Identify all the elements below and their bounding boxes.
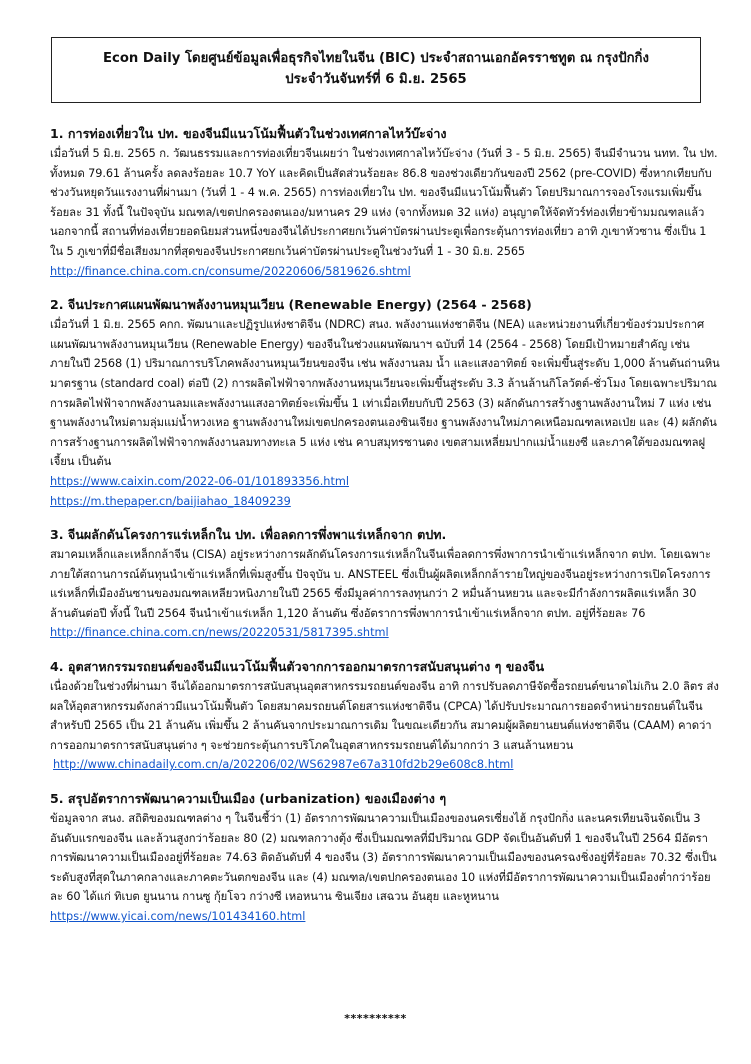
source-link[interactable]: https://www.yicai.com/news/101434160.html <box>50 910 306 923</box>
news-title: 1. การท่องเที่ยวใน ปท. ของจีนมีแนวโน้มฟื้นตัวในช่วงเทศกาลไหว้บ๊ะจ่าง <box>50 126 447 141</box>
news-item-automotive <box>50 657 720 775</box>
news-title: 2. จีนประกาศแผนพัฒนาพลังงานหมุนเวียน (Renewable Energy) (2564 - 2568) <box>50 297 532 313</box>
source-link[interactable]: http://finance.china.com.cn/consume/20220606/5819626.shtml <box>50 264 411 278</box>
news-body: เนื่องด้วยในช่วงที่ผ่านมา จีนได้ออกมาตรการสนับสนุนอุตสาหกรรมรถยนต์ของจีน อาทิ การปรับลดภาษีจัดซื้อรถยนต์ขนาดไม่เกิน 2.0 ลิตร ส่งผลให้อุตสาหกรรมดังกล่าวมีแนวโน้มฟื้นตัว โดยสมาคมรถยนต์โดยสารแห่งชาติจีน (CPCA) ได้ปรับประมาณการยอดจำหน่ายรถยนต์ในจีนสำหรับปี 2565 เป็น 21 ล้านคัน เพิ่มขึ้น 2 ล้านคันจากประมาณการเดิม ในขณะเดียวกัน สมาคมผู้ผลิตยานยนต์แห่งชาติจีน (CAAM) คาดว่า การออกมาตรการสนับสนุนต่าง ๆ จะช่วยกระตุ้นการบริโภคในอุตสาหกรรมรถยนต์ได้มากกว่า 3 แสนล้านหยวน <box>50 680 719 752</box>
news-list <box>50 124 720 941</box>
news-item-tourism <box>50 124 720 281</box>
news-item-urbanization <box>50 789 720 927</box>
news-title: 3. จีนผลักดันโครงการแร่เหล็กใน ปท. เพื่อลดการพึ่งพาแร่เหล็กจาก ตปท. <box>50 527 447 543</box>
source-link[interactable]: https://m.thepaper.cn/baijiahao_18409239 <box>50 494 291 508</box>
news-item-renewable-energy <box>50 295 720 511</box>
source-link[interactable]: https://www.caixin.com/2022-06-01/101893356.html <box>50 474 350 488</box>
end-marker: ********** <box>344 1012 407 1025</box>
header-date: ประจำวันจันทร์ที่ 6 มิ.ย. 2565 <box>285 72 467 87</box>
news-item-iron-ore <box>50 525 720 643</box>
news-body: ข้อมูลจาก สนง. สถิติของมณฑลต่าง ๆ ในจีนชี้ว่า (1) อัตราการพัฒนาความเป็นเมืองของนครเซี่ยงไฮ้ กรุงปักกิ่ง และนครเทียนจินจัดเป็น 3 อันดับแรกของจีน และล้วนสูงกว่าร้อยละ 80 (2) มณฑลกวางตุ้ง ซึ่งเป็นมณฑลที่มีปริมาณ GDP จัดเป็นอันดับที่ 1 ของจีนในปี 2564 มีอัตราการพัฒนาความเป็นเมืองอยู่ที่ร้อยละ 74.63 ติดอันดับที่ 4 ของจีน (3) อัตราการพัฒนาความเป็นเมืองของนครฉงชิ่งอยู่ที่ร้อยละ 70.32 ซึ่งเป็นระดับสูงที่สุดในภาคกลางและภาคตะวันตกของจีน และ (4) มณฑล/เขตปกครองตนเอง 10 แห่งที่มีอัตราการพัฒนาความเป็นเมืองต่ำกว่าร้อยละ 60 ได้แก่ ทิเบต ยูนนาน กานซู กุ้ยโจว กว่างซี เหอหนาน ซินเจียง เสฉวน อันฮุย และหูหนาน <box>50 812 717 904</box>
source-link[interactable]: http://www.chinadaily.com.cn/a/202206/02/WS62987e67a310fd2b29e608c8.html <box>53 758 514 772</box>
news-body: เมื่อวันที่ 5 มิ.ย. 2565 ก. วัฒนธรรมและการท่องเที่ยวจีนเผยว่า ในช่วงเทศกาลไหว้บ๊ะจ่าง (วันที่ 3 - 5 มิ.ย. 2565) จีนมีจำนวน นทท. ใน ปท. ทั้งหมด 79.61 ล้านครั้ง ลดลงร้อยละ 10.7 YoY และคิดเป็นสัดส่วนร้อยละ 86.8 ของช่วงเดียวกันของปี 2562 (pre-COVID) ซึ่งหากเทียบกับช่วงวันหยุดวันแรงงานที่ผ่านมา (วันที่ 1 - 4 พ.ค. 2565) การท่องเที่ยวใน ปท. ของจีนมีแนวโน้มฟื้นตัว โดยปริมาณการจองโรงแรมเพิ่มขึ้นร้อยละ 31 ทั้งนี้ ในปัจจุบัน มณฑล/เขตปกครองตนเอง/มหานคร 29 แห่ง (จากทั้งหมด 32 แห่ง) อนุญาตให้จัดทัวร์ท่องเที่ยวข้ามมณฑลแล้ว นอกจากนี้ สถานที่ท่องเที่ยวยอดนิยมส่วนหนึ่งของจีนได้ประกาศยกเว้นค่าบัตรผ่านประตูเพื่อกระตุ้นการท่องเที่ยว อาทิ ภูเขาหัวซาน ซึ่งเป็น 1 ใน 5 ภูเขาที่มีชื่อเสียงมากที่สุดของจีนประกาศยกเว้นค่าบัตรผ่านประตูในช่วงวันที่ 1 - 30 มิ.ย. 2565 <box>50 147 718 258</box>
header-box <box>51 37 701 103</box>
header-title: Econ Daily โดยศูนย์ข้อมูลเพื่อธุรกิจไทยในจีน (BIC) ประจำสถานเอกอัครราชทูต ณ กรุงปักกิ่ง <box>103 51 649 66</box>
news-body: สมาคมเหล็กและเหล็กกล้าจีน (CISA) อยู่ระหว่างการผลักดันโครงการแร่เหล็กในจีนเพื่อลดการพึ่งพาการนำเข้าแร่เหล็กจาก ตปท. โดยเฉพาะภายใต้สถานการณ์ต้นทุนนำเข้าแร่เหล็กที่เพิ่มสูงขึ้น ปัจจุบัน บ. ANSTEEL ซึ่งเป็นผู้ผลิตเหล็กกล้ารายใหญ่ของจีนอยู่ระหว่างการเปิดโครงการแร่เหล็กที่เมืองอันซานของมณฑลเหลียวหนิงภายในปี 2565 ซึ่งมีมูลค่าการลงทุนกว่า 2 หมื่นล้านหยวน และจะมีกำลังการผลิตแร่เหล็ก 30 ล้านตันต่อปี ทั้งนี้ ในปี 2564 จีนนำเข้าแร่เหล็ก 1,120 ล้านตัน ซึ่งอัตราการพึ่งพาการนำเข้าแร่เหล็กจาก ตปท. อยู่ที่ร้อยละ 76 <box>50 548 711 620</box>
news-title: 4. อุตสาหกรรมรถยนต์ของจีนมีแนวโน้มฟื้นตัวจากการออกมาตรการสนับสนุนต่าง ๆ ของจีน <box>50 659 545 675</box>
news-body: เมื่อวันที่ 1 มิ.ย. 2565 คกก. พัฒนาและปฏิรูปแห่งชาติจีน (NDRC) สนง. พลังงานแห่งชาติจีน (NEA) และหน่วยงานที่เกี่ยวข้องร่วมประกาศแผนพัฒนาพลังงานหมุนเวียน (Renewable Energy) ของจีนในช่วงแผนพัฒนาฯ ฉบับที่ 14 (2564 - 2568) โดยมีเป้าหมายสำคัญ เช่น ภายในปี 2568 (1) ปริมาณการบริโภคพลังงานหมุนเวียนของจีน เช่น พลังงานลม น้ำ และแสงอาทิตย์ จะเพิ่มขึ้นสู่ระดับ 1,000 ล้านตันถ่านหินมาตรฐาน (standard coal) ต่อปี (2) การผลิตไฟฟ้าจากพลังงานหมุนเวียนจะเพิ่มขึ้นสู่ระดับ 3.3 ล้านล้านกิโลวัตต์-ชั่วโมง โดยเฉพาะปริมาณการผลิตไฟฟ้าจากพลังงานลมและพลังงานแสงอาทิตย์จะเพิ่มขึ้น 1 เท่าเมื่อเทียบกับปี 2563 (3) ผลักดันการสร้างฐานพลังงานใหม่ 7 แห่ง เช่น ฐานพลังงานใหม่ตามลุ่มแม่น้ำหวงเหอ ฐานพลังงานใหม่เขตปกครองตนเองซินเจียง ฐานพลังงานใหม่ภาคเหนือมณฑลเหอเป่ย และ (4) ผลักดันการสร้างฐานการผลิตไฟฟ้าจากพลังงานลมทางทะเล 5 แห่ง เช่น คาบสมุทรซานตง เขตสามเหลี่ยมปากแม่น้ำแยงซี และภาคใต้ของมณฑลฝูเจี้ยน เป็นต้น <box>50 318 720 469</box>
news-title: 5. สรุปอัตราการพัฒนาความเป็นเมือง (urbanization) ของเมืองต่าง ๆ <box>50 791 447 807</box>
source-link[interactable]: http://finance.china.com.cn/news/20220531/5817395.shtml <box>50 626 389 640</box>
